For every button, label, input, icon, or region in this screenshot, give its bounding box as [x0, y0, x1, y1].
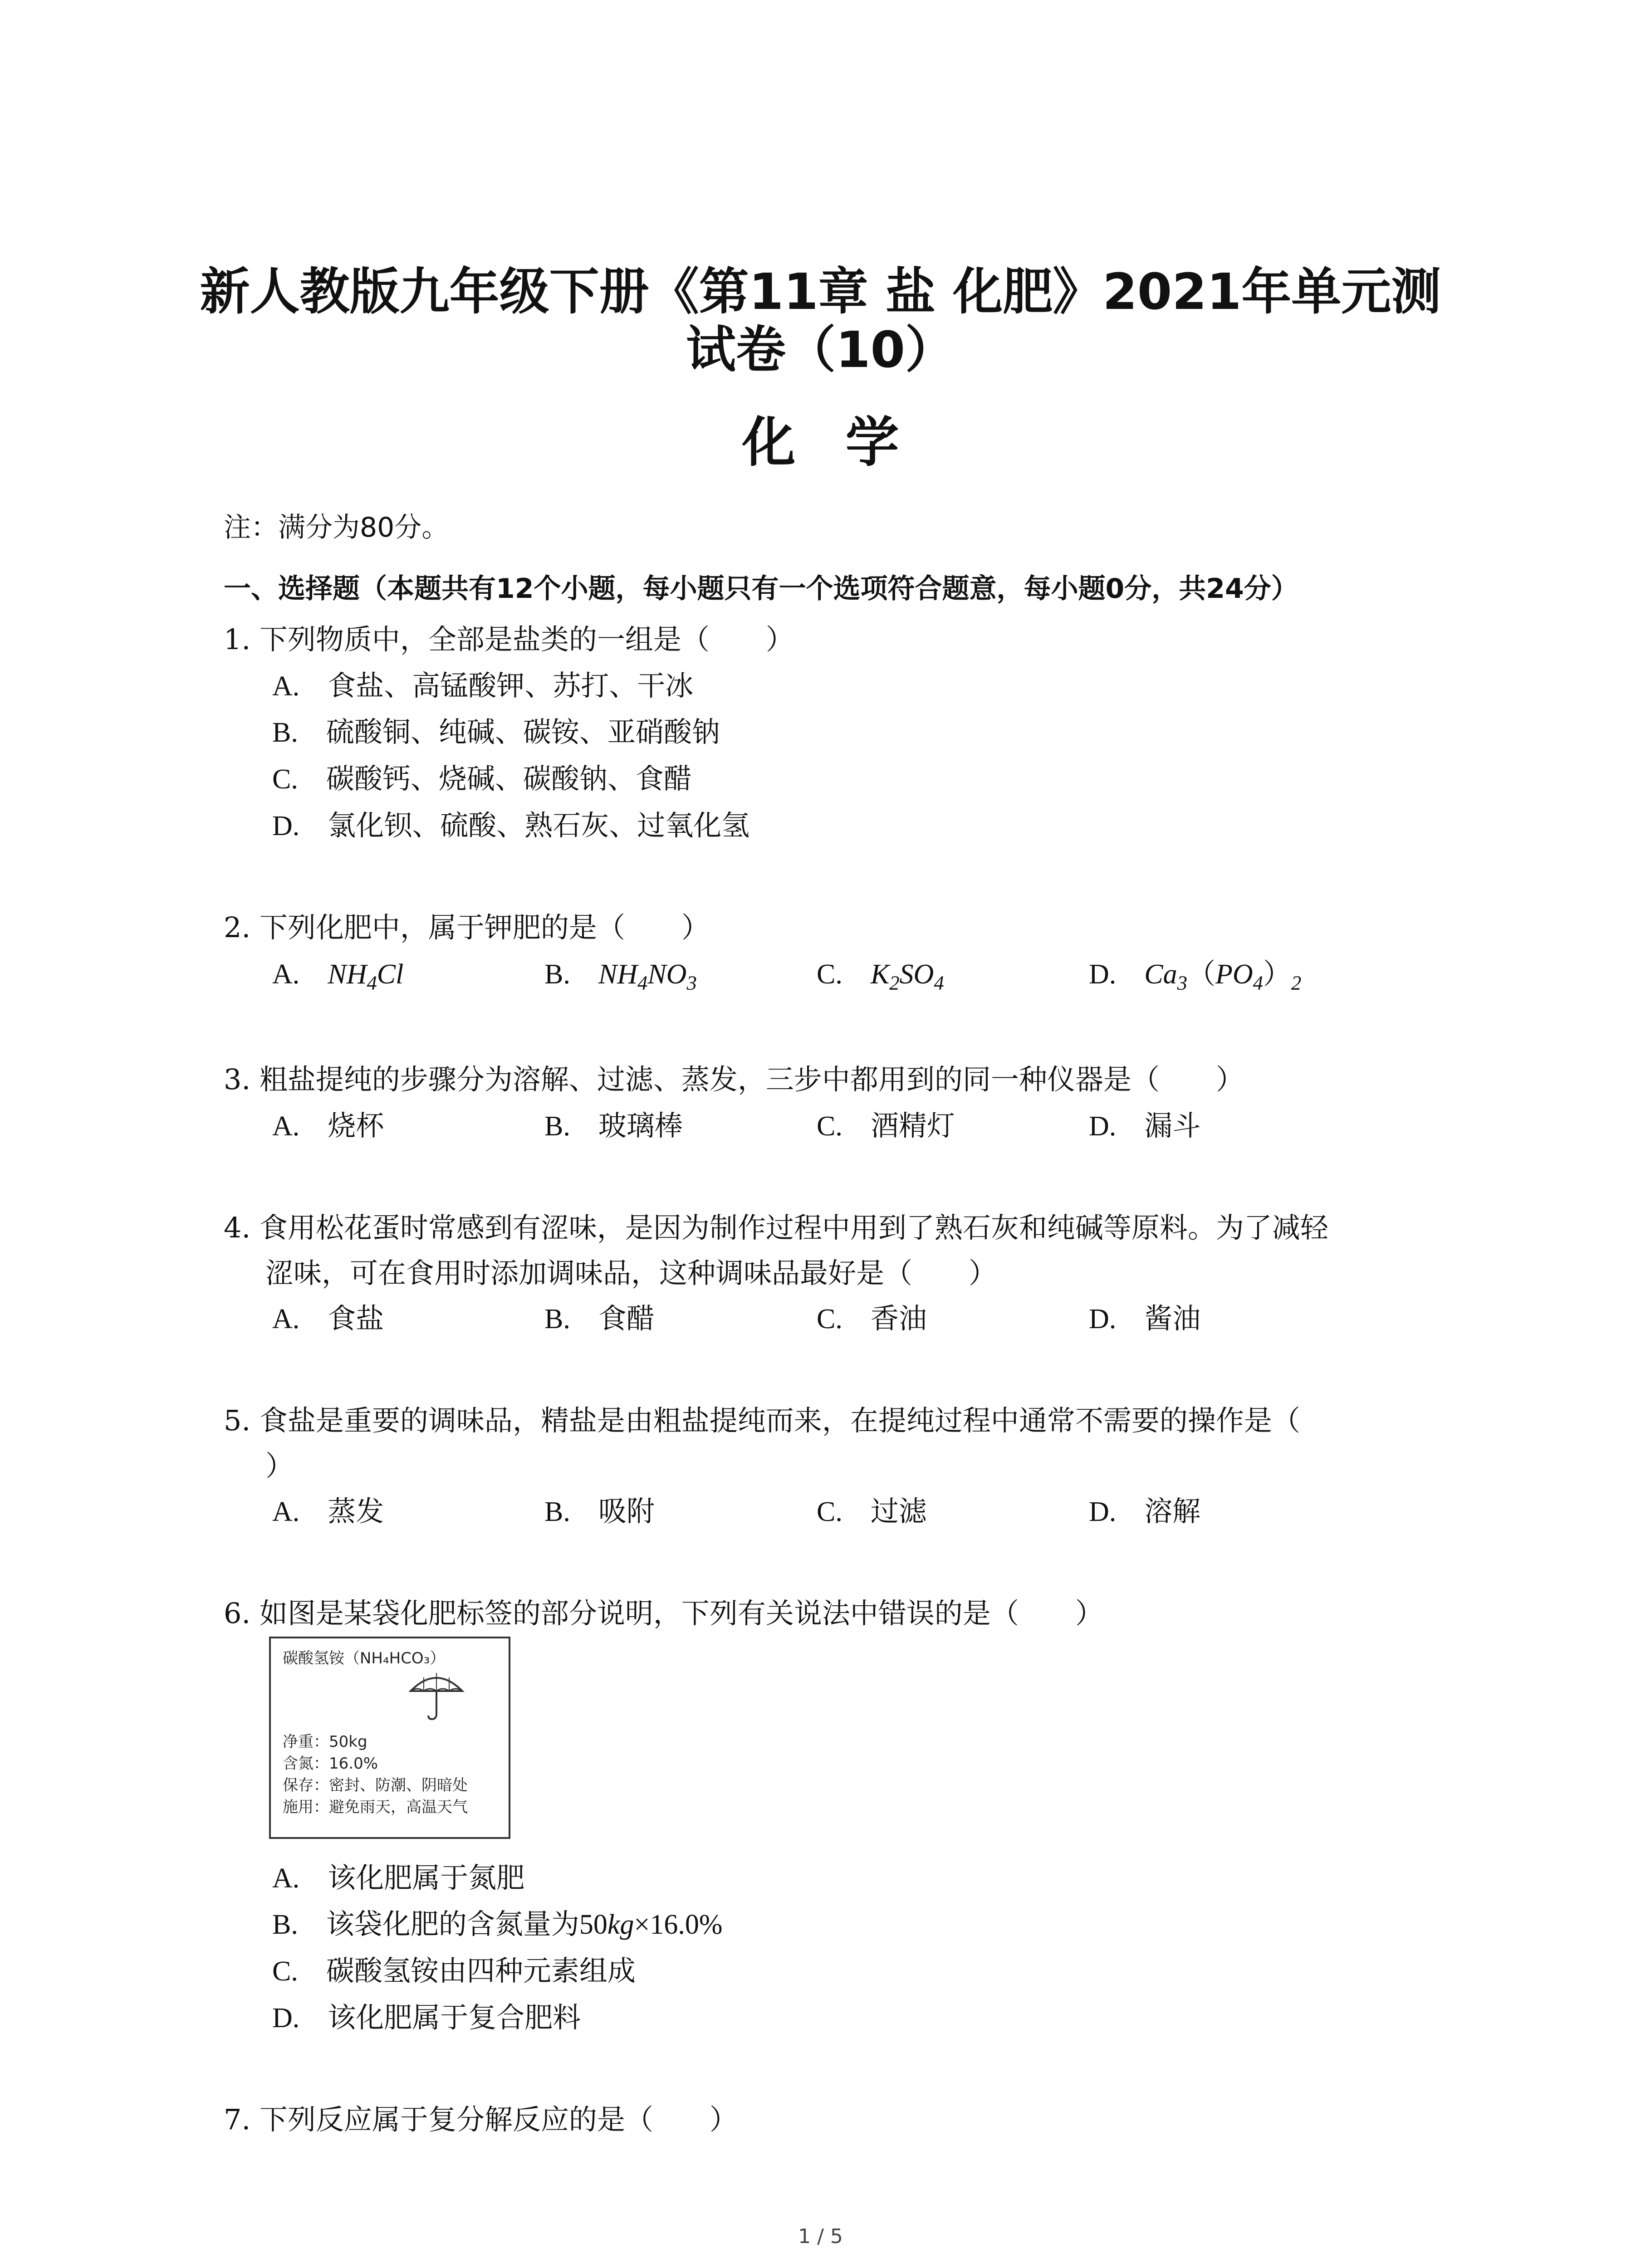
- exam-title-line2: 试卷（10）: [686, 321, 955, 379]
- question-3-stem: 3. 粗盐提纯的步骤分为溶解、过滤、蒸发，三步中都用到的同一种仪器是（ ）: [224, 1063, 1244, 1096]
- section-heading: 一、选择题（本题共有12个小题，每小题只有一个选项符合题意，每小题0分，共24分）: [224, 573, 1298, 605]
- fertilizer-label-image: [269, 1637, 510, 1839]
- question-6-option-d: D. 该化肥属于复合肥料: [272, 2001, 581, 2034]
- question-2-option-a: A. $NH_4Cl$: [272, 959, 404, 994]
- question-5-stem-line2: ）: [265, 1449, 294, 1482]
- question-6-option-a: A. 该化肥属于氮肥: [272, 1861, 525, 1894]
- question-5-option-a: A. 蒸发: [272, 1495, 384, 1528]
- question-4-stem-line1: 4. 食用松花蛋时常感到有涩味，是因为制作过程中用到了熟石灰和纯碱等原料。为了减轻: [224, 1211, 1328, 1244]
- question-7-stem: 7. 下列反应属于复分解反应的是（ ）: [224, 2103, 738, 2136]
- question-1-option-d: D. 氯化钡、硫酸、熟石灰、过氧化氢: [272, 809, 750, 842]
- question-3-option-b: B. 玻璃棒: [544, 1109, 683, 1142]
- umbrella-icon: [407, 1667, 466, 1721]
- question-2-stem: 2. 下列化肥中，属于钾肥的是（ ）: [224, 911, 710, 944]
- question-3-option-d: D. 漏斗: [1089, 1109, 1201, 1142]
- question-4-option-a: A. 食盐: [272, 1302, 384, 1335]
- subject-heading: 化学: [742, 411, 949, 474]
- question-1-option-a: A. 食盐、高锰酸钾、苏打、干冰: [272, 669, 694, 702]
- question-1-stem: 1. 下列物质中，全部是盐类的一组是（ ）: [224, 623, 794, 656]
- question-6-option-b: B. 该袋化肥的含氮量为50kg×16.0%: [272, 1907, 723, 1941]
- question-5-option-c: C. 过滤: [817, 1495, 927, 1528]
- question-1-option-c: C. 碳酸钙、烧碱、碳酸钠、食醋: [272, 762, 692, 795]
- question-2-option-c: C. $K_2SO_4$: [817, 959, 944, 994]
- question-3-option-a: A. 烧杯: [272, 1109, 384, 1142]
- label-net-weight: 净重：50kg: [283, 1733, 367, 1751]
- question-6-option-c: C. 碳酸氢铵由四种元素组成: [272, 1954, 636, 1987]
- question-6-stem: 6. 如图是某袋化肥标签的部分说明，下列有关说法中错误的是（ ）: [224, 1597, 1103, 1630]
- question-5-option-d: D. 溶解: [1089, 1495, 1201, 1528]
- question-5-stem-line1: 5. 食盐是重要的调味品，精盐是由粗盐提纯而来，在提纯过程中通常不需要的操作是（: [224, 1404, 1300, 1437]
- label-product-name: 碳酸氢铵（NH₄HCO₃）: [283, 1649, 446, 1667]
- question-4-option-d: D. 酱油: [1089, 1302, 1201, 1335]
- label-nitrogen-content: 含氮：16.0%: [283, 1755, 378, 1773]
- question-2-option-d: D. $Ca_3(PO_4)_2$: [1089, 959, 1302, 994]
- question-4-option-c: C. 香油: [817, 1302, 927, 1335]
- question-3-option-c: C. 酒精灯: [817, 1109, 955, 1142]
- page-number: 1 / 5: [798, 2225, 843, 2248]
- question-4-stem-line2: 涩味，可在食用时添加调味品，这种调味品最好是（ ）: [265, 1256, 997, 1290]
- question-4-option-b: B. 食醋: [544, 1302, 655, 1335]
- question-2-option-b: B. $NH_4NO_3$: [544, 959, 697, 994]
- score-note: 注：满分为80分。: [224, 512, 449, 543]
- label-storage: 保存：密封、防潮、阴暗处: [283, 1776, 468, 1794]
- exam-title-line1: 新人教版九年级下册《第11章 盐 化肥》2021年单元测: [200, 263, 1441, 321]
- question-5-option-b: B. 吸附: [544, 1495, 655, 1528]
- label-usage: 施用：避免雨天，高温天气: [283, 1798, 468, 1816]
- question-1-option-b: B. 硫酸铜、纯碱、碳铵、亚硝酸钠: [272, 715, 720, 748]
